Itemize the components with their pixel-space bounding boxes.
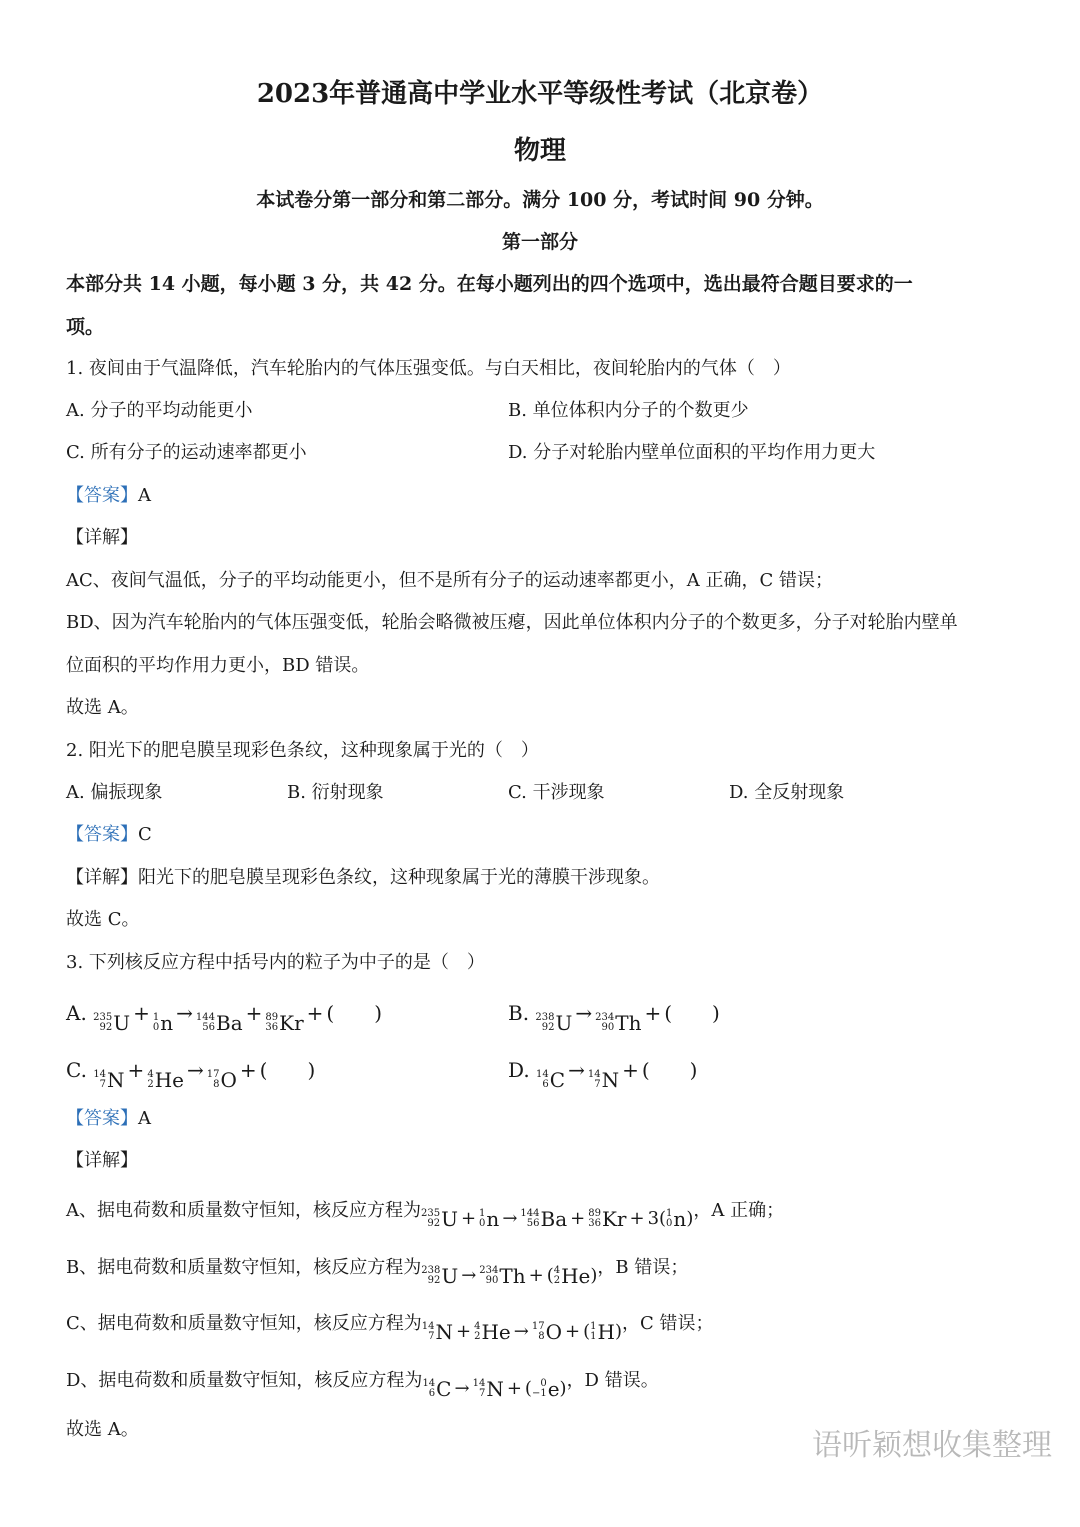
option-label: B. xyxy=(508,1001,530,1025)
nuclide: 238 92 U xyxy=(535,1011,573,1035)
nuclide: 4 2 He xyxy=(147,1068,184,1092)
exam-title: 2023年普通高中学业水平等级性考试（北京卷） xyxy=(256,79,824,109)
q2-option-d: D. 全反射现象 xyxy=(729,782,845,803)
q1-conclusion: 故选 A。 xyxy=(66,697,139,718)
q2-detail xyxy=(66,864,660,892)
q1-option-c: C. 所有分子的运动速率都更小 xyxy=(66,442,307,463)
nuclide: 14 7 N xyxy=(587,1068,620,1092)
equation: 14 6 C → 14 7 N + ( 0 −1 e ) xyxy=(422,1377,567,1401)
q1-option-d: D. 分子对轮胎内壁单位面积的平均作用力更大 xyxy=(508,442,876,463)
q2-option-c: C. 干涉现象 xyxy=(508,782,605,803)
equation: 235 92 U + 1 0 n → 144 56 Ba + 89 36 Kr + 3( 1 0 n ) xyxy=(421,1207,694,1231)
q3-detail-a: A、据电荷数和质量数守恒知，核反应方程为 235 92 U + 1 0 n → 144 56 Ba + 89 36 Kr + 3( 1 0 n ) ，A 正确； xyxy=(66,1191,784,1239)
nuclide: 89 36 Kr xyxy=(265,1011,304,1035)
part-title: 第一部分 xyxy=(501,231,578,253)
q1-stem: 1. 夜间由于气温降低，汽车轮胎内的气体压强变低。与白天相比，夜间轮胎内的气体（ ） xyxy=(66,358,791,379)
q1-detail-line-3: 位面积的平均作用力更小，BD 错误。 xyxy=(66,655,370,676)
q3-detail-b: B、据电荷数和质量数守恒知，核反应方程为 238 92 U → 234 90 Th + ( 4 2 He ) ，B 错误； xyxy=(66,1248,688,1296)
q2-answer-value: C xyxy=(138,824,152,845)
answer-label: 【答案】 xyxy=(66,1108,138,1129)
nuclide: 14 7 N xyxy=(93,1068,125,1092)
q3-option-d: D. 14 6 C → 14 7 N + ( ) xyxy=(508,1050,697,1100)
q3-conclusion: 故选 A。 xyxy=(66,1419,139,1440)
blank-paren: ( ) xyxy=(664,1001,720,1025)
nuclide: 14 6 C xyxy=(536,1068,566,1092)
part-intro-line-2: 项。 xyxy=(66,316,105,338)
q3-option-a: A. 235 92 U + 1 0 n → 144 56 Ba + 89 36 Kr + ( ) xyxy=(66,993,382,1043)
q1-option-a: A. 分子的平均动能更小 xyxy=(66,400,253,421)
answer-label: 【答案】 xyxy=(66,824,138,845)
answer-label: 【答案】 xyxy=(66,485,138,506)
q2-stem: 2. 阳光下的肥皂膜呈现彩色条纹，这种现象属于光的（ ） xyxy=(66,740,539,761)
nuclide: 235 92 U xyxy=(93,1011,131,1035)
q3-detail-label: 【详解】 xyxy=(66,1150,138,1171)
detail-label: 【详解】 xyxy=(66,867,138,888)
q1-answer xyxy=(66,482,151,510)
exam-info: 本试卷分第一部分和第二部分。满分 100 分，考试时间 90 分钟。 xyxy=(256,189,824,211)
blank-paren: ( ) xyxy=(641,1058,698,1082)
q3-stem: 3. 下列核反应方程中括号内的粒子为中子的是（ ） xyxy=(66,952,485,973)
q3-option-b: B. 238 92 U → 234 90 Th + ( ) xyxy=(508,993,720,1043)
nuclide: 234 90 Th xyxy=(595,1011,642,1035)
q3-detail-c: C、据电荷数和质量数守恒知，核反应方程为 14 7 N + 4 2 He → 17 8 O + ( 1 1 H ) ，C 错误； xyxy=(66,1304,713,1352)
q2-detail-text: 阳光下的肥皂膜呈现彩色条纹，这种现象属于光的薄膜干涉现象。 xyxy=(138,867,660,888)
q3-answer xyxy=(66,1105,151,1133)
q2-answer xyxy=(66,821,152,849)
nuclide: 17 8 O xyxy=(206,1068,237,1092)
option-label: D. xyxy=(508,1058,530,1082)
q2-option-a: A. 偏振现象 xyxy=(66,782,163,803)
subject-title: 物理 xyxy=(513,136,566,166)
q3-detail-d: D、据电荷数和质量数守恒知，核反应方程为 14 6 C → 14 7 N + ( 0 −1 e ) ，D 错误。 xyxy=(66,1361,659,1409)
q1-answer-value: A xyxy=(138,485,151,506)
q1-option-b: B. 单位体积内分子的个数更少 xyxy=(508,400,749,421)
q3-option-c: C. 14 7 N + 4 2 He → 17 8 O + ( ) xyxy=(66,1050,315,1100)
option-label: A. xyxy=(66,1001,87,1025)
q1-detail-line-1: AC、夜间气温低，分子的平均动能更小，但不是所有分子的运动速率都更小，A 正确，C 错误； xyxy=(66,570,833,591)
equation: 238 92 U → 234 90 Th + ( 4 2 He ) xyxy=(421,1264,598,1288)
q2-conclusion: 故选 C。 xyxy=(66,909,140,930)
blank-paren: ( ) xyxy=(326,1001,383,1025)
q2-option-b: B. 衍射现象 xyxy=(287,782,384,803)
watermark-text: 语听颖想收集整理 xyxy=(812,1428,1052,1463)
blank-paren: ( ) xyxy=(259,1058,316,1082)
q3-answer-value: A xyxy=(138,1108,151,1129)
part-intro-line-1: 本部分共 14 小题，每小题 3 分，共 42 分。在每小题列出的四个选项中，选出最符合题目要求的一 xyxy=(66,273,913,295)
nuclide: 144 56 Ba xyxy=(195,1011,243,1035)
option-label: C. xyxy=(66,1058,87,1082)
q1-detail-label: 【详解】 xyxy=(66,527,138,548)
q1-detail-line-2: BD、因为汽车轮胎内的气体压强变低，轮胎会略微被压瘪，因此单位体积内分子的个数更多，分子对轮胎内壁单 xyxy=(66,612,958,633)
equation: 14 7 N + 4 2 He → 17 8 O + ( 1 1 H ) xyxy=(421,1320,622,1344)
nuclide: 1 0 n xyxy=(152,1011,174,1035)
